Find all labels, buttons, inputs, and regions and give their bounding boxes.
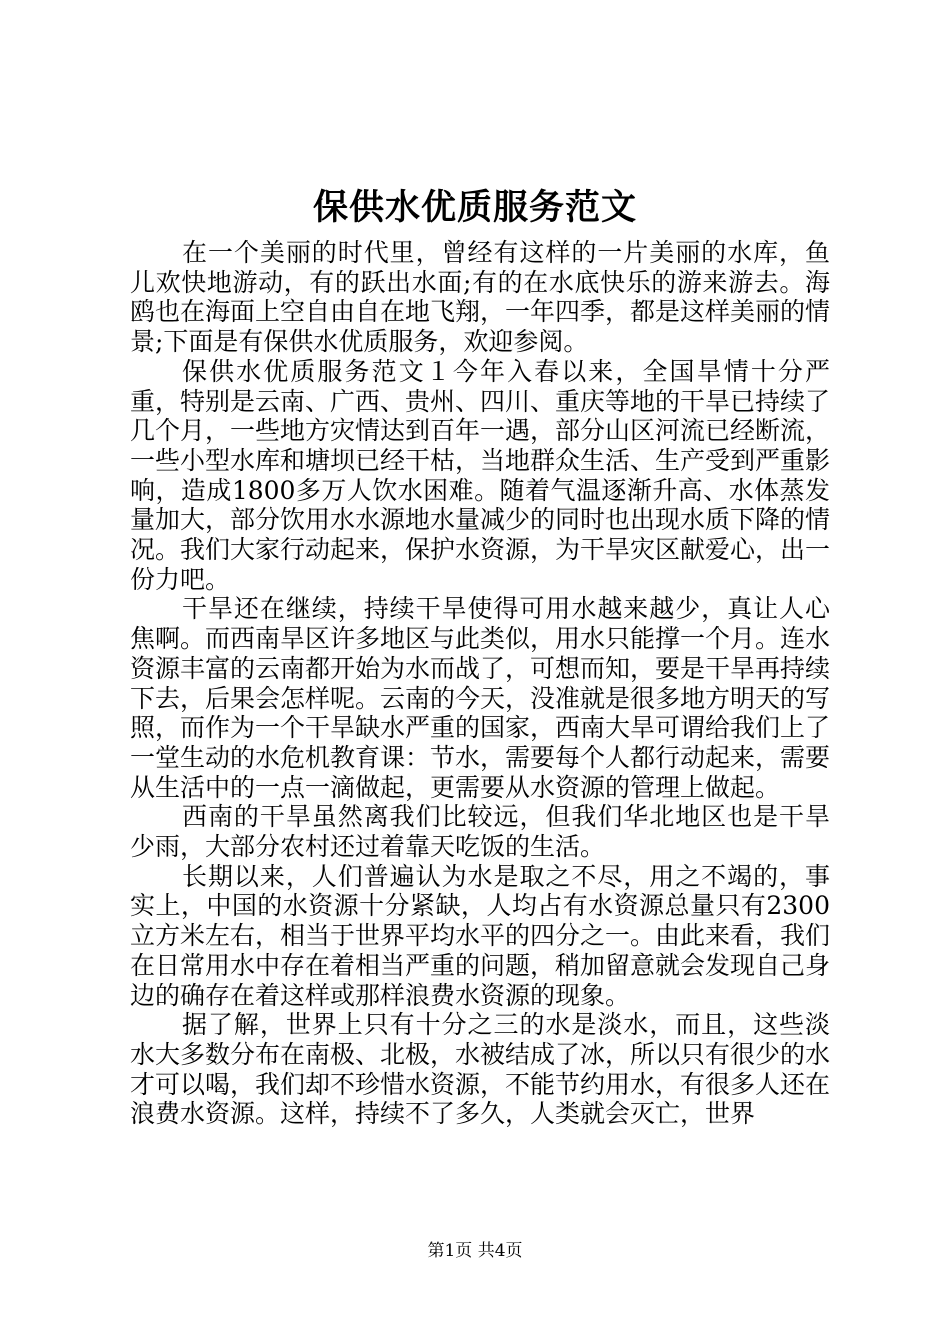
paragraph: 干旱还在继续，持续干旱使得可用水越来越少，真让人心焦啊。而西南旱区许多地区与此类似，用水只能撑一个月。连水资源丰富的云南都开始为水而战了，可想而知，要是干旱再持续下去，后果会怎样呢。云南的今天，没准就是很多地方明天的写照，而作为一个干旱缺水严重的国家，西南大旱可谓给我们上了一堂生动的水危机教育课：节水，需要每个人都行动起来，需要从生活中的一点一滴做起，更需要从水资源的管理上做起。	[130, 594, 831, 802]
document-title: 保供水优质服务范文	[312, 187, 637, 228]
paragraph: 保供水优质服务范文１今年入春以来，全国旱情十分严重，特别是云南、广西、贵州、四川、重庆等地的干旱已持续了几个月，一些地方灾情达到百年一遇，部分山区河流已经断流，一些小型水库和塘坝已经干枯，当地群众生活、生产受到严重影响，造成1800多万人饮水困难。随着气温逐渐升高、水体蒸发量加大，部分饮用水水源地水量减少的同时也出现水质下降的情况。我们大家行动起来，保护水资源，为干旱灾区献爱心，出一份力吧。	[130, 356, 831, 594]
page-number-footer: 第1页 共4页	[427, 1241, 523, 1261]
paragraph: 据了解，世界上只有十分之三的水是淡水，而且，这些淡水大多数分布在南极、北极，水被结成了冰，所以只有很少的水才可以喝，我们却不珍惜水资源，不能节约用水，有很多人还在浪费水资源。这样，持续不了多久，人类就会灭亡，世界	[130, 1010, 831, 1129]
document-body	[130, 238, 830, 1129]
paragraph: 长期以来，人们普遍认为水是取之不尽，用之不竭的，事实上，中国的水资源十分紧缺，人均占有水资源总量只有2300立方米左右，相当于世界平均水平的四分之一。由此来看，我们在日常用水中存在着相当严重的问题，稍加留意就会发现自己身边的确存在着这样或那样浪费水资源的现象。	[130, 861, 831, 1010]
paragraph: 在一个美丽的时代里，曾经有这样的一片美丽的水库，鱼儿欢快地游动，有的跃出水面;有的在水底快乐的游来游去。海鸥也在海面上空自由自在地飞翔，一年四季，都是这样美丽的情景;下面是有保供水优质服务，欢迎参阅。	[130, 238, 831, 357]
paragraph: 西南的干旱虽然离我们比较远，但我们华北地区也是干旱少雨，大部分农村还过着靠天吃饭的生活。	[130, 802, 830, 862]
